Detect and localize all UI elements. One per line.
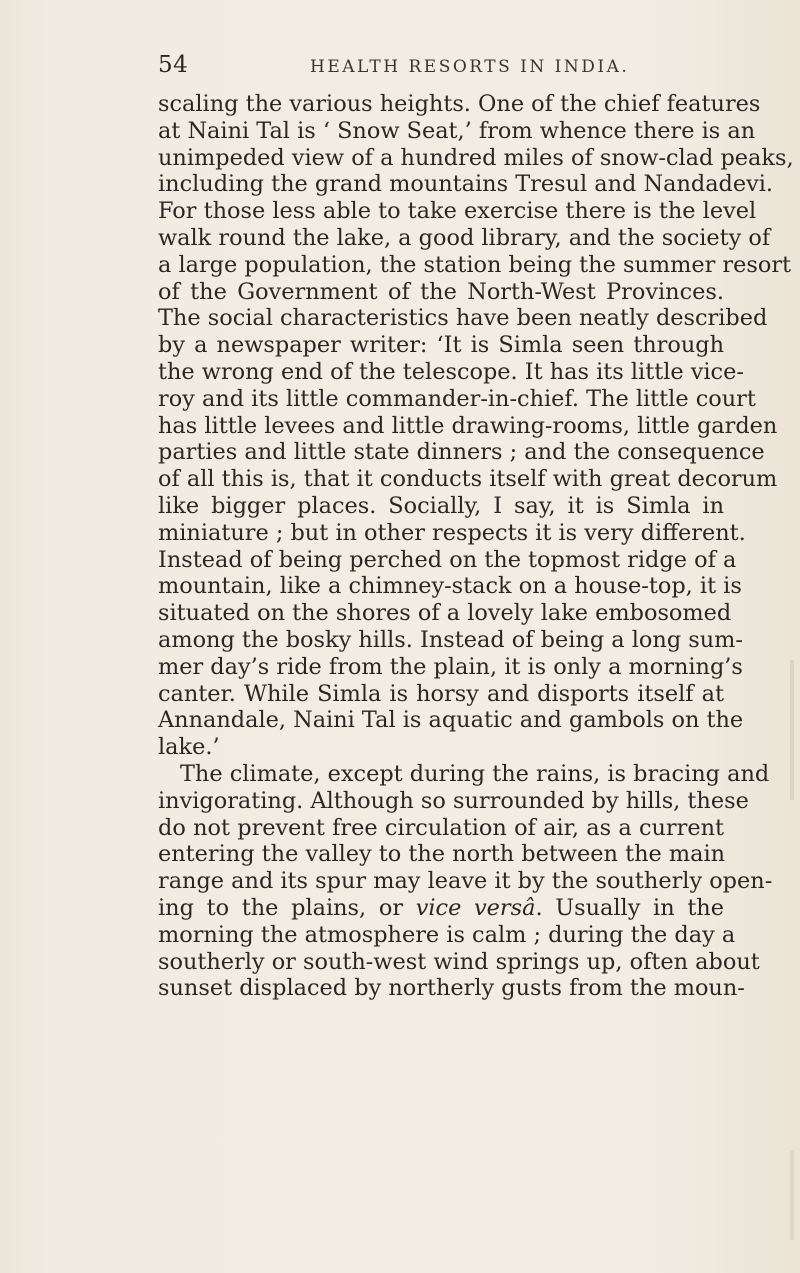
text-line: southerly or south-west wind springs up, often about (158, 948, 760, 975)
page-edge-shadow (790, 1150, 794, 1240)
text-line: sunset displaced by northerly gusts from the moun- (158, 975, 745, 1002)
text-line: ing to the plains, or vice versâ. Usually in the (158, 894, 724, 921)
text-line: entering the valley to the north between the main (158, 841, 726, 868)
text-line: morning the atmosphere is calm ; during the day a (158, 921, 736, 948)
text-line: scaling the various heights. One of the chief features (158, 91, 761, 117)
text-line: canter. While Simla is horsy and disports itself at (158, 680, 724, 707)
page-edge-shadow (790, 660, 794, 800)
text-line: roy and its little commander-in-chief. The little court (158, 385, 756, 412)
text-line: a large population, the station being the summer resort (158, 251, 792, 278)
text-line: situated on the shores of a lovely lake embosomed (158, 600, 732, 627)
text-line: range and its spur may leave it by the southerly open- (158, 868, 773, 895)
text-line: Annandale, Naini Tal is aquatic and gambols on the (158, 707, 744, 734)
text-line: unimpeded view of a hundred miles of snow-clad peaks, (158, 144, 794, 171)
page-header (158, 52, 718, 82)
text-line: at Naini Tal is ‘ Snow Seat,’ from whence there is an (158, 117, 756, 144)
running-head: HEALTH RESORTS IN INDIA. (310, 57, 630, 77)
text-line: invigorating. Although so surrounded by hills, these (158, 787, 749, 814)
text-line: of all this is, that it conducts itself with great decorum (158, 466, 778, 493)
text-line: has little levees and little drawing-rooms, little garden (158, 412, 778, 439)
text-line: like bigger places. Socially, I say, it is Simla in (158, 492, 724, 519)
text-line: mer day’s ride from the plain, it is only a morning’s (158, 653, 743, 680)
text-line: mountain, like a chimney-stack on a house-top, it is (158, 573, 742, 600)
text-line: lake.’ (158, 734, 220, 761)
text-line: The social characteristics have been neatly described (158, 305, 768, 332)
page-number: 54 (158, 52, 189, 78)
text-line: among the bosky hills. Instead of being a long sum- (158, 626, 743, 653)
text-line: including the grand mountains Tresul and Nandadevi. (158, 171, 774, 198)
text-line: by a newspaper writer: ‘It is Simla seen through (158, 332, 724, 359)
body-text (158, 91, 794, 1002)
text-line: do not prevent free circulation of air, as a current (158, 814, 724, 841)
text-line: parties and little state dinners ; and the consequence (158, 439, 765, 466)
text-line: For those less able to take exercise there is the level (158, 198, 757, 225)
text-line: Instead of being perched on the topmost ridge of a (158, 546, 737, 573)
text-line: walk round the lake, a good library, and the society of (158, 224, 771, 251)
text-line: the wrong end of the telescope. It has its little vice- (158, 358, 744, 385)
text-line: The climate, except during the rains, is bracing and (180, 760, 770, 787)
text-line: of the Government of the North-West Provinces. (158, 278, 724, 305)
text-line: miniature ; but in other respects it is very different. (158, 519, 746, 546)
